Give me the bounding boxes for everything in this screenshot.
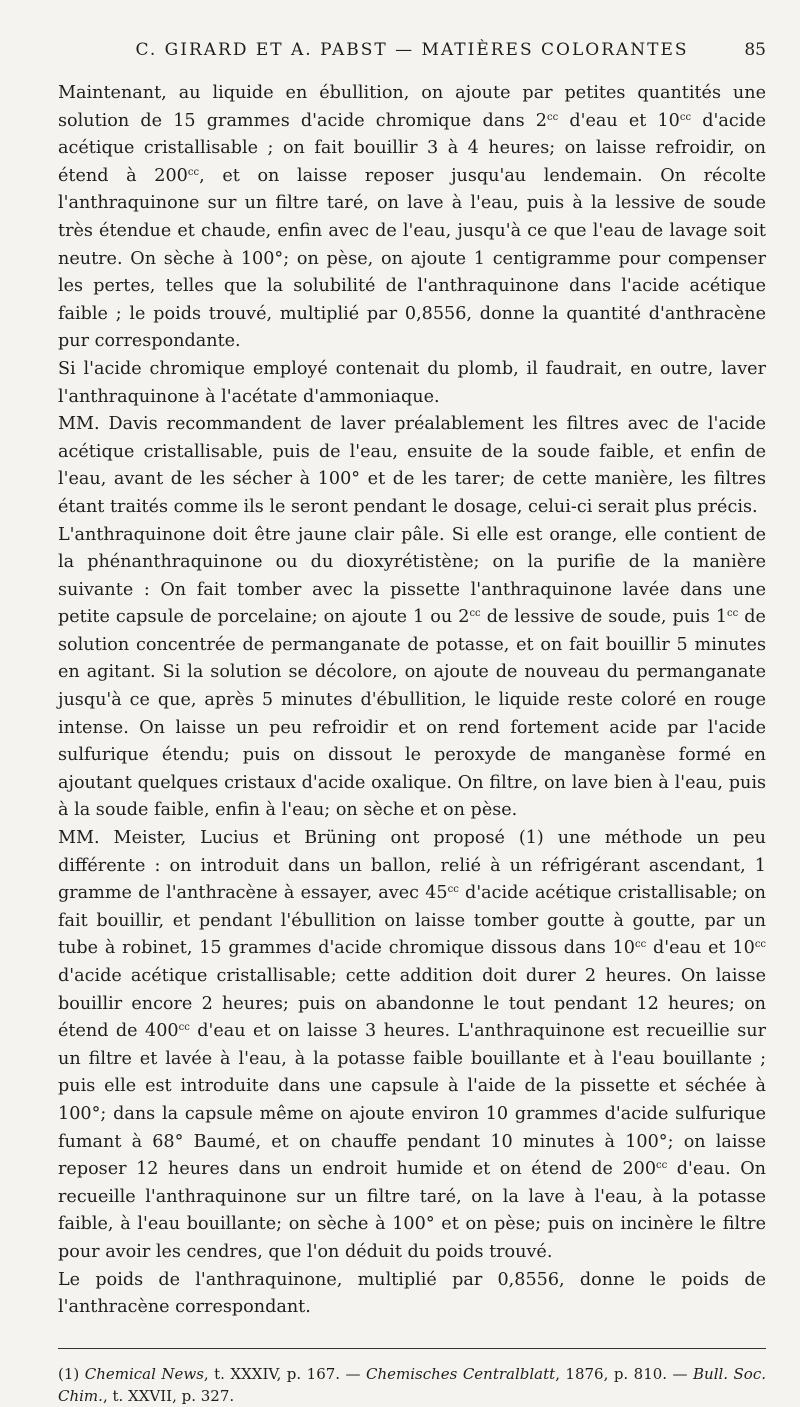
text-run: MM. Meister, Lucius et Brüning ont proposé (1) une méthode un peu différente : on introduit dans un ballon, relié à un réfrigérant ascendant, 1 gramme de l'anthracène à essayer, avec 45 — [58, 828, 766, 904]
text-run: d'acide acétique cristallisable ; on fait bouillir 3 à 4 heures; on laisse refroidir, on étend à 200 — [58, 110, 767, 186]
page-number: 85 — [744, 40, 766, 60]
text-run: MM. Davis recommandent de laver préalablement les filtres avec de l'acide acétique cristallisable, puis de l'eau, ensuite de la soude faible, et enfin de l'eau, avant de les sécher à 100° et de les tarer; de cette manière, les filtres étant traités comme ils le seront pendant le dosage, celui-ci serait plus précis. — [58, 414, 766, 517]
unit-superscript: cc — [447, 884, 459, 896]
unit-superscript: cc — [187, 166, 200, 178]
running-head — [58, 40, 766, 66]
paragraph-5 — [58, 825, 766, 1267]
unit-superscript: cc — [656, 1160, 668, 1172]
text-run: d'eau et 10 — [646, 938, 755, 959]
text-run: , et on laisse reposer jusqu'au lendemain. On récolte l'anthraquinone sur un filtre taré, on lave à l'eau, puis à la lessive de soude très étendue et chaude, enfin avec de l'eau, jusqu'à ce que l'eau de lavage soit neutre. On sèche à 100°; on pèse, on ajoute 1 centigramme pour compenser les pertes, telles que la solubilité de l'anthraquinone dans l'acide acétique faible ; le poids trouvé, multiplié par 0,8556, donne la quantité d'anthracène pur correspondante. — [58, 165, 766, 352]
running-title: C. GIRARD ET A. PABST — MATIÈRES COLORANTES — [135, 40, 689, 60]
text-run: Si l'acide chromique employé contenait du plomb, il faudrait, en outre, laver l'anthraquinone à l'acétate d'ammoniaque. — [58, 358, 766, 407]
paragraph-1 — [58, 80, 766, 356]
italic-title: Chemical News — [84, 1364, 204, 1383]
italic-title: Bull. Soc. Chim. — [58, 1364, 767, 1405]
unit-superscript: cc — [178, 1022, 190, 1034]
italic-title: Chemisches Centralblatt — [365, 1364, 556, 1383]
text-run: , t. XXVII, p. 327. — [102, 1386, 235, 1405]
text-run: de solution concentrée de permanganate de potasse, et on fait bouillir 5 minutes en agitant. Si la solution se décolore, on ajoute de nouveau du permanganate jusqu'à ce que, après 5 minutes d'ébullition, le liquide reste coloré en rouge intense. On laisse un peu refroidir et on rend fortement acide par l'acide sulfurique étendu; puis on dissout le peroxyde de manganèse formé en ajoutant quelques cristaux d'acide oxalique. On filtre, on lave bien à l'eau, puis à la soude faible, enfin à l'eau; on sèche et on pèse. — [58, 607, 766, 821]
unit-superscript: cc — [635, 939, 647, 951]
text-run: L'anthraquinone doit être jaune clair pâle. Si elle est orange, elle contient de la phénanthraquinone ou du dioxyrétistène; on la purifie de la manière suivante : On fait tomber avec la pissette l'anthraquinone lavée dans une petite capsule de porcelaine; on ajoute 1 ou 2 — [58, 524, 766, 628]
text-run: d'eau. On recueille l'anthraquinone sur un filtre taré, on la lave à l'eau, à la potasse faible, à l'eau bouillante; on sèche à 100° et on pèse; puis on incinère le filtre pour avoir les cendres, que l'on déduit du poids trouvé. — [58, 1159, 766, 1262]
paragraph-3 — [58, 411, 766, 521]
unit-superscript: cc — [546, 111, 559, 123]
unit-superscript: cc — [727, 608, 739, 620]
text-run: d'eau et on laisse 3 heures. L'anthraquinone est recueillie sur un filtre et lavée à l'eau, à la potasse faible bouillante et à l'eau bouillante ; puis elle est introduite dans une capsule à l'aide de la pissette et séchée à 100°; dans la capsule même on ajoute environ 10 grammes d'acide sulfurique fumant à 68° Baumé, et on chauffe pendant 10 minutes à 100°; on laisse reposer 12 heures dans un endroit humide et on étend de 200 — [58, 1021, 766, 1180]
text-run: Maintenant, au liquide en ébullition, on ajoute par petites quantités une solution de 15 grammes d'acide chromique dans 2 — [58, 83, 766, 131]
text-run: d'acide acétique cristallisable; cette addition doit durer 2 heures. On laisse bouillir encore 2 heures; puis on abandonne le tout pendant 12 heures; on étend de 400 — [58, 966, 766, 1042]
unit-superscript: cc — [679, 111, 692, 123]
text-run: d'acide acétique cristallisable; on fait bouillir, et pendant l'ébullition on laisse tomber goutte à goutte, par un tube à robinet, 15 grammes d'acide chromique dissous dans 10 — [58, 883, 767, 959]
text-run: Le poids de l'anthraquinone, multiplié par 0,8556, donne le poids de l'anthracène correspondant. — [58, 1269, 766, 1318]
text-run: de lessive de soude, puis 1 — [480, 607, 728, 628]
paragraph-2 — [58, 356, 766, 411]
text-run: (1) — [58, 1364, 85, 1383]
unit-superscript: cc — [754, 939, 767, 951]
text-run: , t. XXXIV, p. 167. — — [203, 1364, 366, 1383]
unit-superscript: cc — [469, 608, 481, 620]
text-run: d'eau et 10 — [558, 110, 680, 131]
body-text — [58, 80, 766, 1322]
footnote — [58, 1363, 766, 1407]
footnote-divider — [58, 1348, 766, 1349]
paragraph-6 — [58, 1267, 766, 1322]
paragraph-4 — [58, 522, 766, 826]
text-run: , 1876, p. 810. — — [555, 1364, 694, 1383]
